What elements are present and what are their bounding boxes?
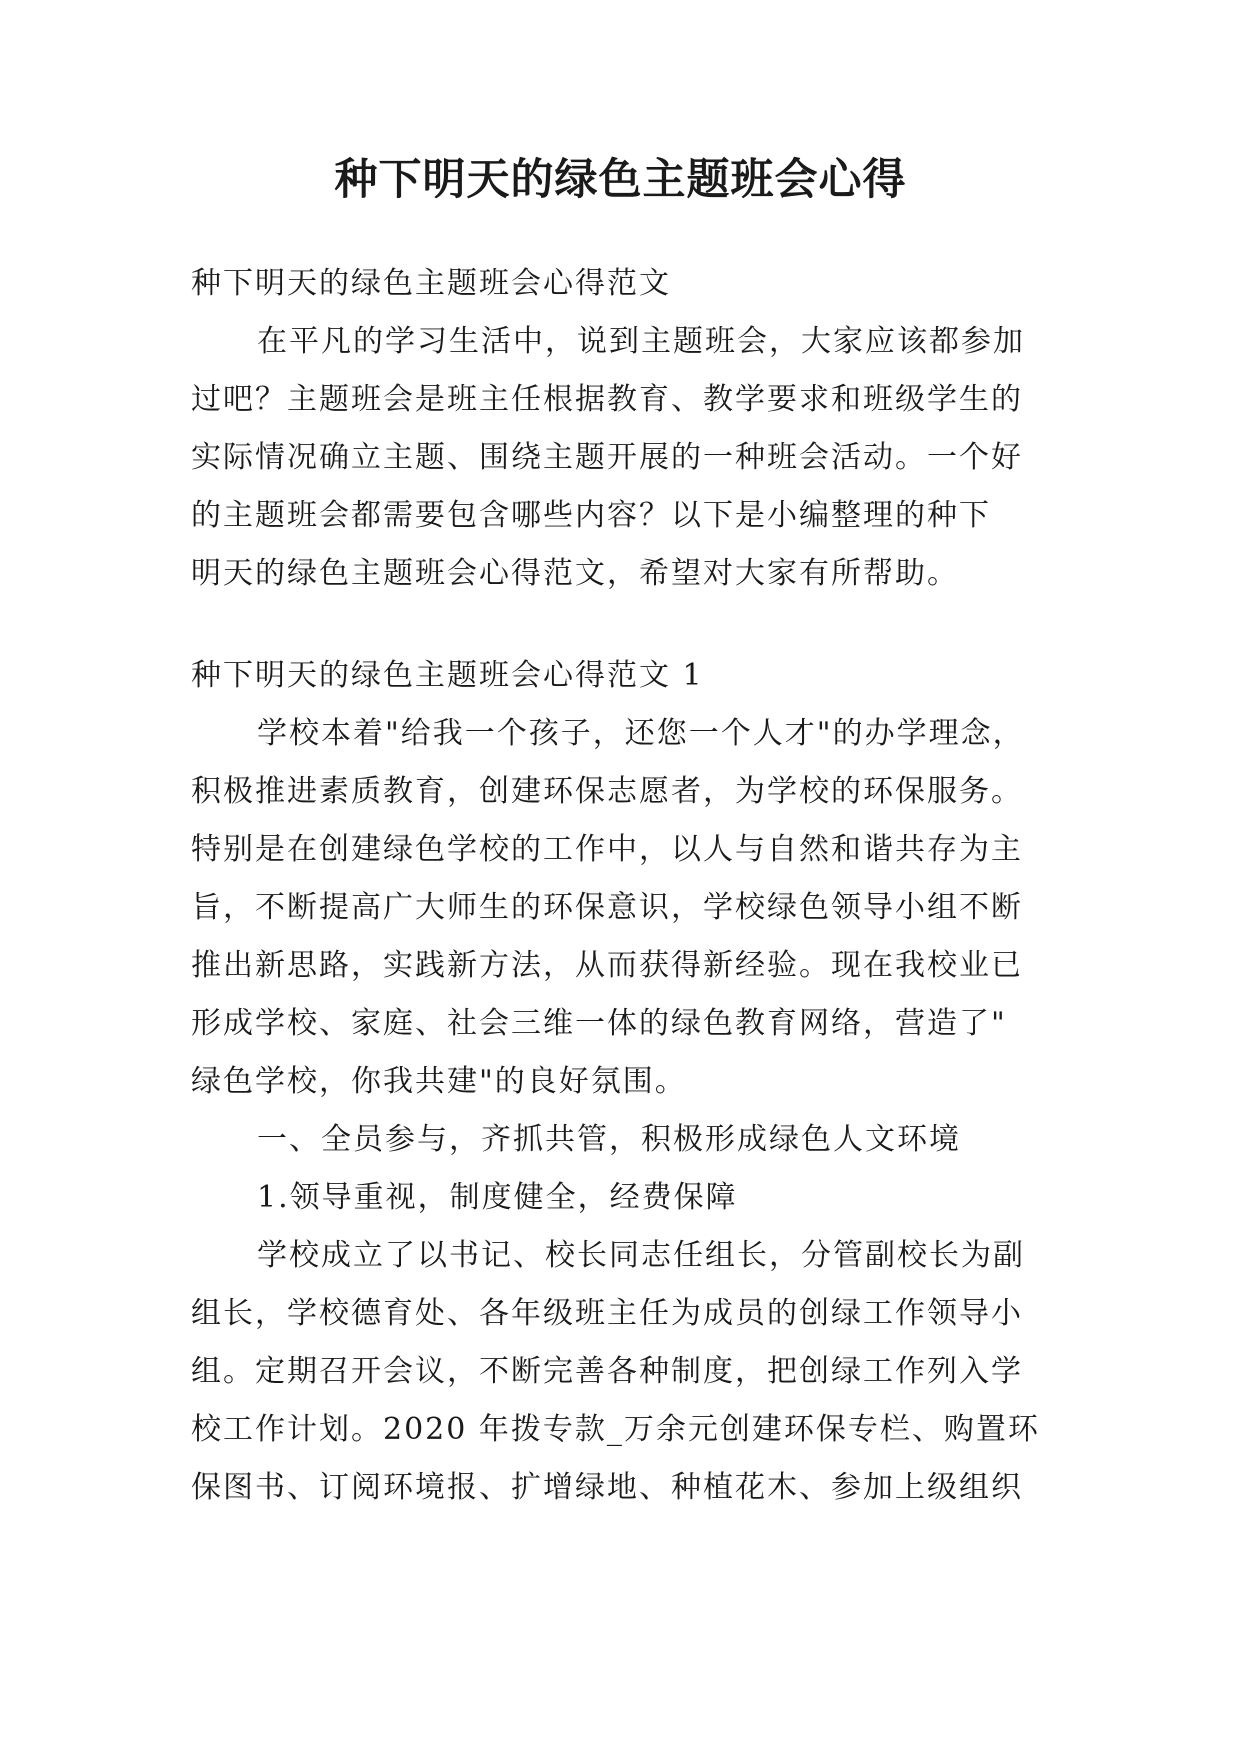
- paragraph-line: 的主题班会都需要包含哪些内容？以下是小编整理的种下: [191, 498, 991, 533]
- paragraph-line: 积极推进素质教育，创建环保志愿者，为学校的环保服务。: [191, 774, 1023, 809]
- paragraph-line: 过吧？主题班会是班主任根据教育、教学要求和班级学生的: [191, 382, 1023, 417]
- subheading-line: 1.领导重视，制度健全，经费保障: [257, 1180, 738, 1215]
- paragraph-line: 特别是在创建绿色学校的工作中，以人与自然和谐共存为主: [191, 832, 1023, 867]
- document-title: 种下明天的绿色主题班会心得: [334, 155, 907, 205]
- paragraph-line: 校工作计划。2020 年拨专款_万余元创建环保专栏、购置环: [191, 1412, 1040, 1447]
- paragraph-line: 组长，学校德育处、各年级班主任为成员的创绿工作领导小: [191, 1296, 1023, 1331]
- section-heading: 种下明天的绿色主题班会心得范文: [191, 266, 671, 301]
- paragraph-line: 明天的绿色主题班会心得范文，希望对大家有所帮助。: [191, 556, 959, 591]
- paragraph-line: 保图书、订阅环境报、扩增绿地、种植花木、参加上级组织: [191, 1470, 1023, 1505]
- paragraph-line: 旨，不断提高广大师生的环保意识，学校绿色领导小组不断: [191, 890, 1023, 925]
- paragraph-line: 实际情况确立主题、围绕主题开展的一种班会活动。一个好: [191, 440, 1023, 475]
- section-heading: 种下明天的绿色主题班会心得范文 1: [191, 658, 704, 693]
- paragraph-line: 绿色学校，你我共建"的良好氛围。: [191, 1064, 687, 1099]
- paragraph-line: 学校本着"给我一个孩子，还您一个人才"的办学理念，: [257, 716, 1025, 751]
- paragraph-line: 形成学校、家庭、社会三维一体的绿色教育网络，营造了": [191, 1006, 1007, 1041]
- paragraph-line: 在平凡的学习生活中，说到主题班会，大家应该都参加: [257, 324, 1025, 359]
- paragraph-line: 组。定期召开会议，不断完善各种制度，把创绿工作列入学: [191, 1354, 1023, 1389]
- paragraph-line: 学校成立了以书记、校长同志任组长，分管副校长为副: [257, 1238, 1025, 1273]
- paragraph-line: 推出新思路，实践新方法，从而获得新经验。现在我校业已: [191, 948, 1023, 983]
- subheading-line: 一、全员参与，齐抓共管，积极形成绿色人文环境: [257, 1122, 961, 1157]
